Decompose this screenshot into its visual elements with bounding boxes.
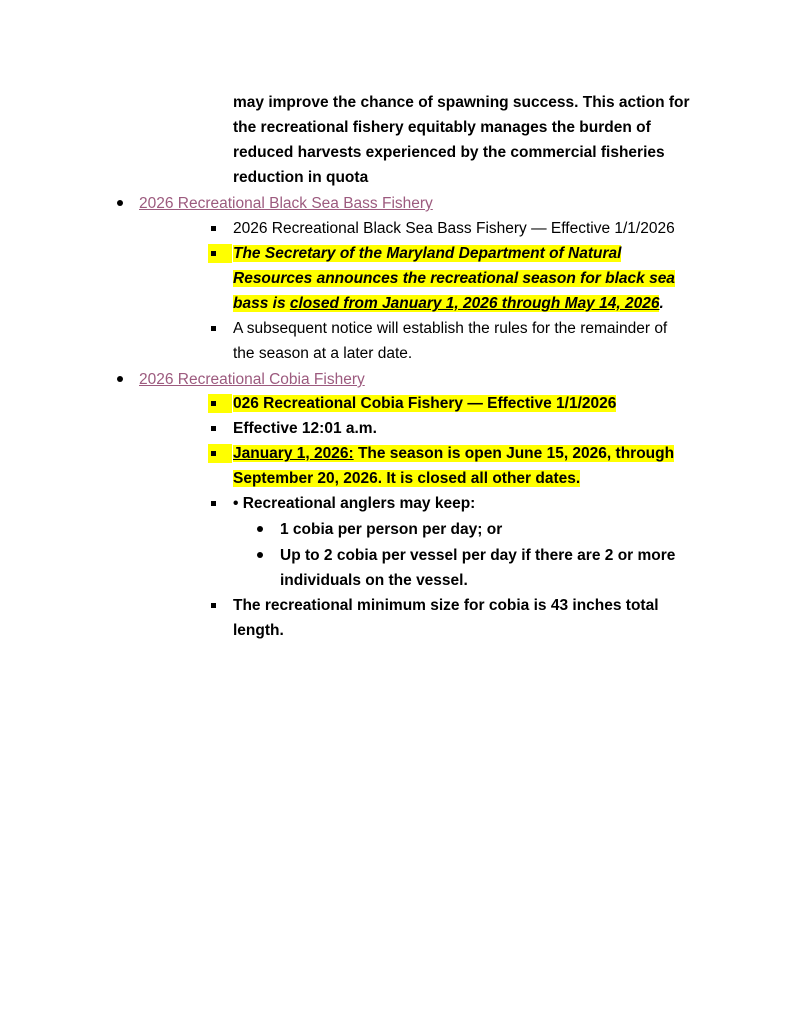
bsb-item-2-line-2 — [233, 266, 675, 291]
intro-line-2: the recreational fishery equitably manages the burden of — [233, 119, 651, 136]
bullet-dot — [257, 552, 263, 558]
highlighted-text: 026 Recreational Cobia Fishery — Effective 1/1/2026 — [233, 395, 617, 412]
cobia-heading-link[interactable]: 2026 Recreational Cobia Fishery — [139, 371, 365, 388]
black-sea-bass-heading-link[interactable]: 2026 Recreational Black Sea Bass Fishery — [139, 195, 433, 212]
cobia-item-2: Effective 12:01 a.m. — [233, 420, 377, 437]
bsb-item-3-line-2: the season at a later date. — [233, 345, 413, 362]
intro-line-4: reduction in quota — [233, 169, 369, 186]
cobia-item-3-line-2 — [233, 466, 580, 491]
cobia-sub-2-line-2: individuals on the vessel. — [280, 572, 468, 589]
bullet-square — [211, 426, 216, 431]
bsb-item-3-line-1: A subsequent notice will establish the rules for the remainder of — [233, 320, 668, 337]
bullet-square — [211, 401, 216, 406]
bullet-square — [211, 501, 216, 506]
bullet-dot — [257, 526, 263, 532]
highlighted-text: bass is — [233, 295, 290, 312]
bullet-square — [211, 326, 216, 331]
highlighted-text: The season is open June 15, 2026, through — [353, 445, 675, 462]
bullet-square — [211, 603, 216, 608]
bsb-item-2-line-1 — [233, 241, 621, 266]
highlighted-text: September 20, 2026. It is closed all other dates. — [233, 470, 581, 487]
cobia-item-5-line-1: The recreational minimum size for cobia is 43 inches total — [233, 597, 659, 614]
bullet-square — [211, 251, 216, 256]
season-date-underlined: January 1, 2026: — [233, 445, 354, 462]
bullet-square — [211, 226, 216, 231]
closed-dates-underlined: closed from January 1, 2026 through May 14, 2026 — [289, 295, 660, 312]
bullet-dot-cobia — [117, 376, 123, 382]
bullet-dot-bsb — [117, 200, 123, 206]
period: . — [659, 295, 664, 312]
intro-line-1: may improve the chance of spawning success. This action for — [233, 94, 690, 111]
cobia-item-3-line-1 — [233, 441, 674, 466]
bsb-item-2-line-3 — [233, 291, 664, 316]
cobia-sub-2-line-1: Up to 2 cobia per vessel per day if there are 2 or more — [280, 547, 676, 564]
cobia-item-4: • Recreational anglers may keep: — [233, 495, 476, 512]
cobia-sub-1: 1 cobia per person per day; or — [280, 521, 503, 538]
bsb-item-1: 2026 Recreational Black Sea Bass Fishery — Effective 1/1/2026 — [233, 220, 675, 237]
highlighted-text: Resources announces the recreational season for black sea — [233, 270, 675, 287]
cobia-item-5-line-2: length. — [233, 622, 284, 639]
bullet-square — [211, 451, 216, 456]
intro-line-3: reduced harvests experienced by the commercial fisheries — [233, 144, 665, 161]
cobia-item-1 — [233, 391, 616, 416]
highlighted-text: The Secretary of the Maryland Department of Natural — [233, 245, 622, 262]
